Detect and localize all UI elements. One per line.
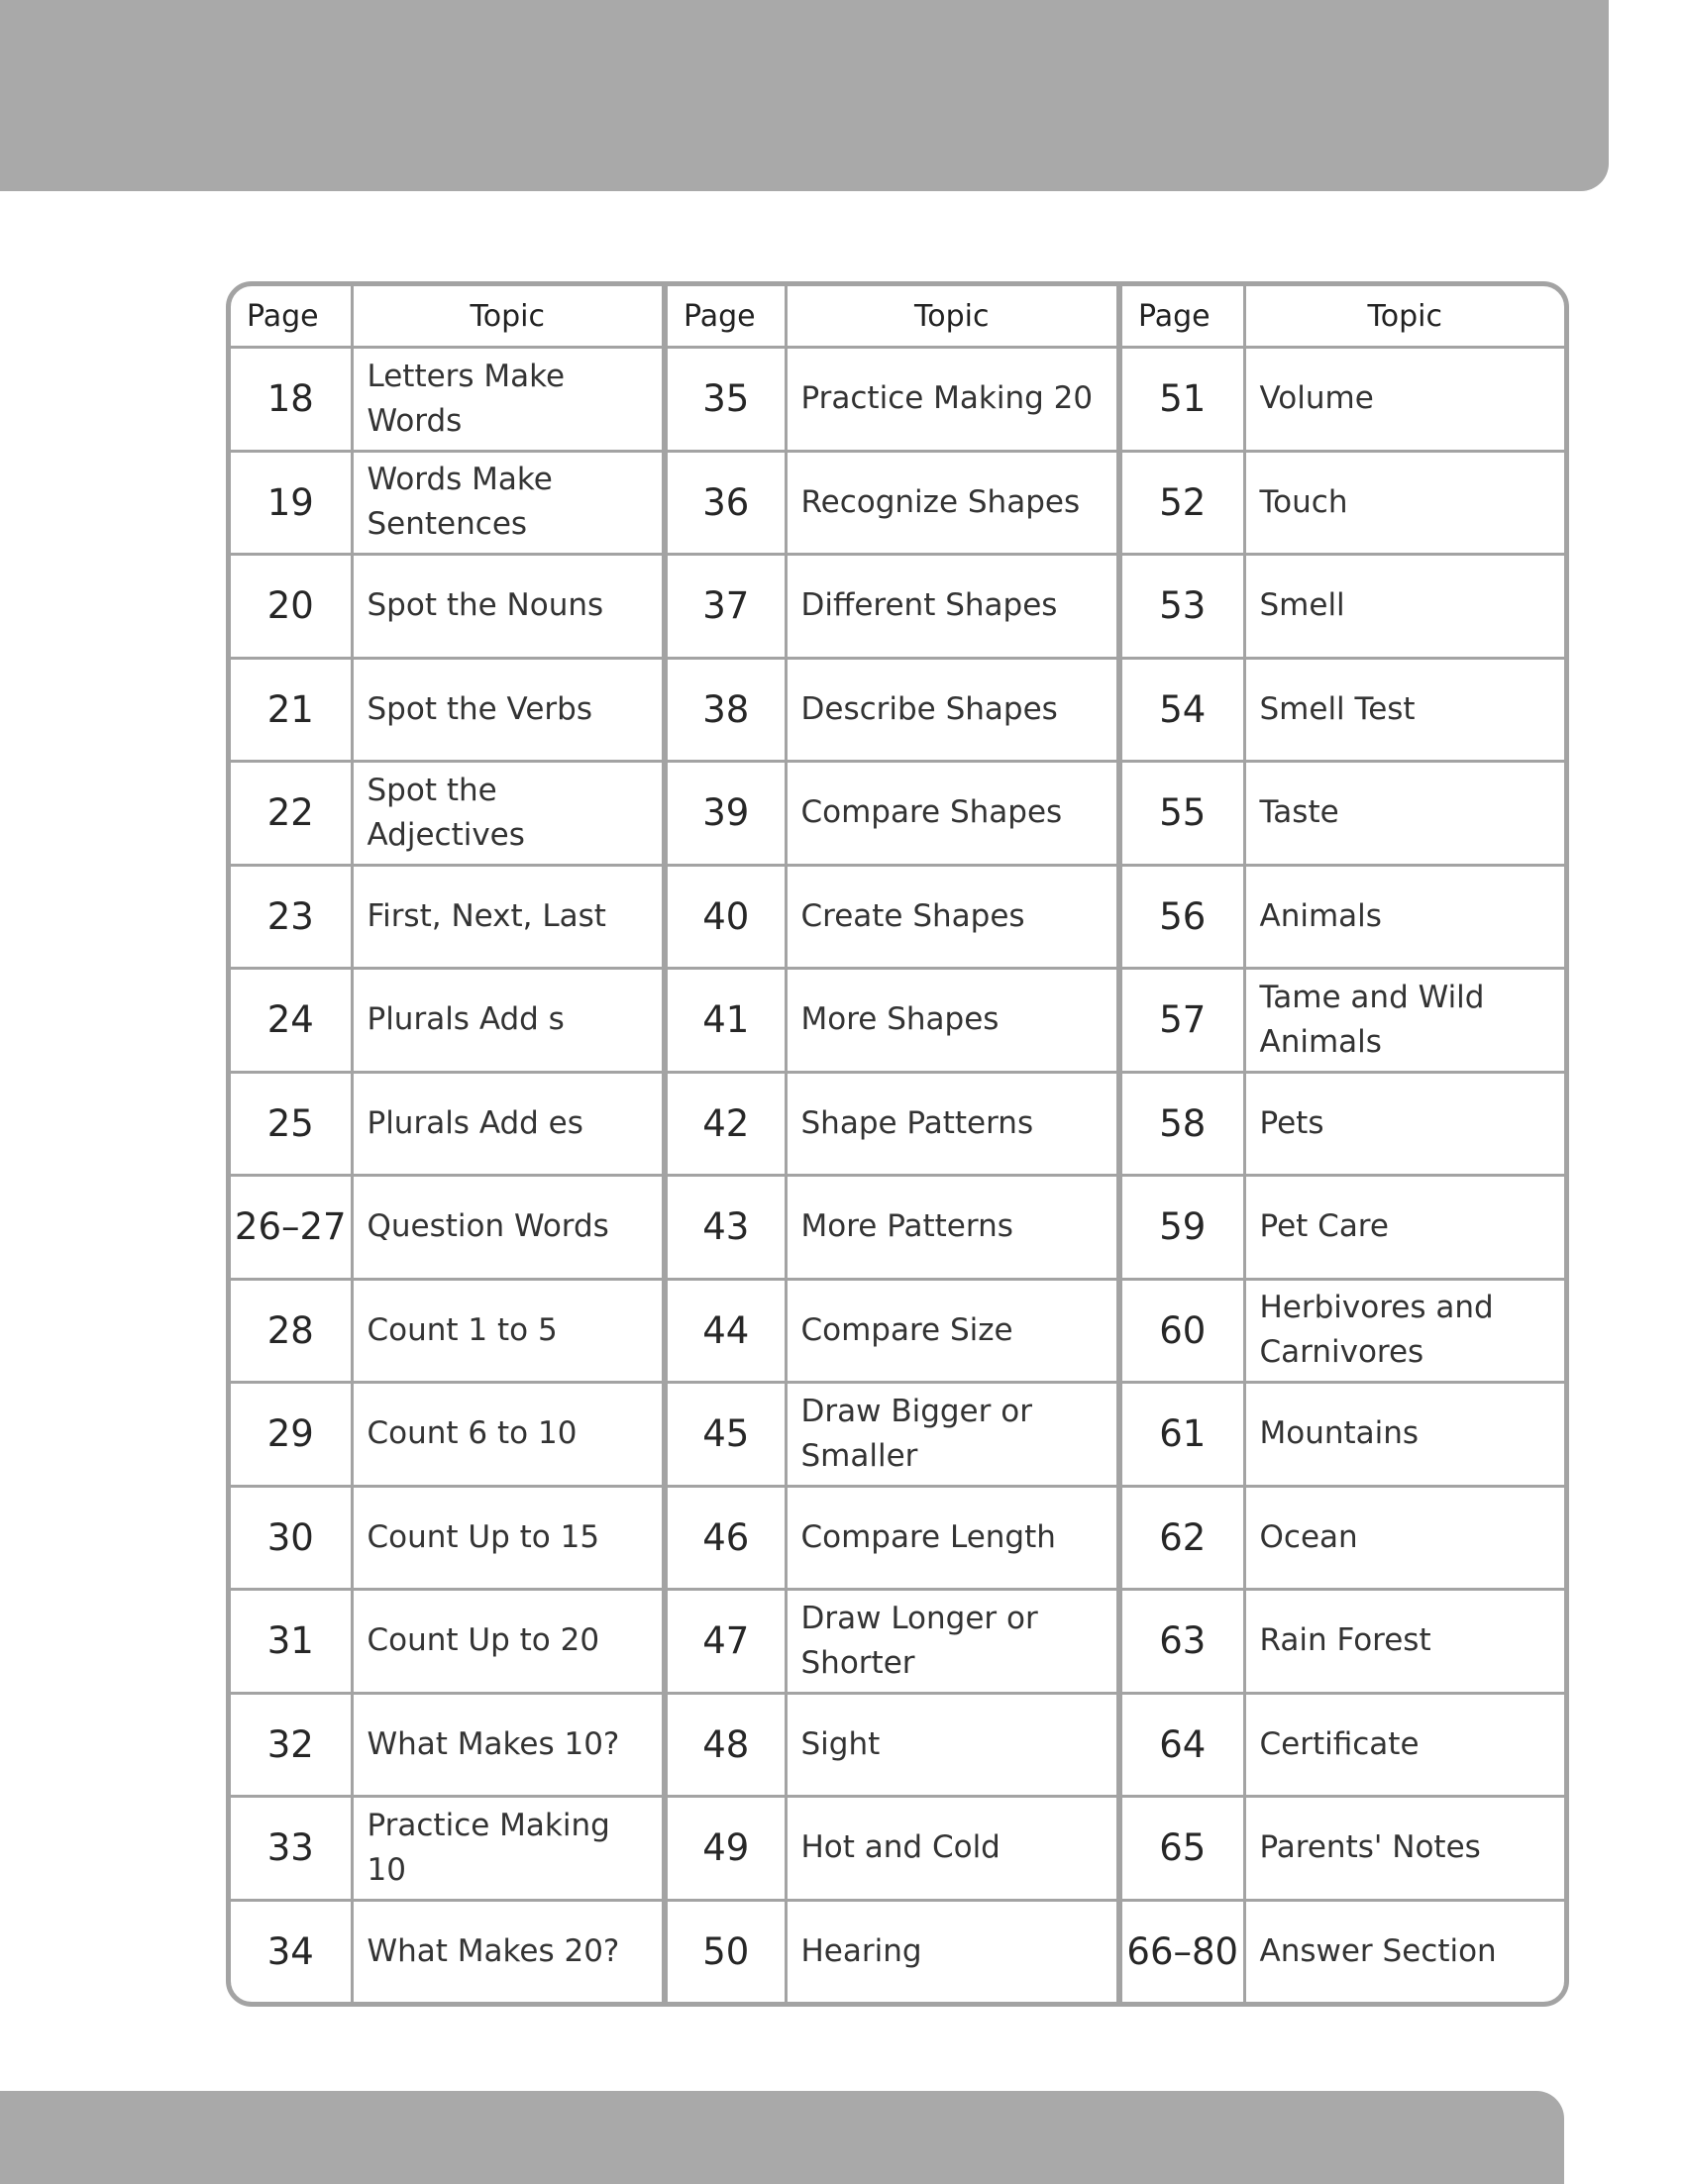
topic-title: Recognize Shapes: [786, 451, 1119, 555]
page-number: 28: [231, 1279, 352, 1383]
topic-title: Spot the Nouns: [352, 555, 665, 659]
topic-title: Volume: [1244, 348, 1564, 452]
page-number: 43: [665, 1176, 786, 1280]
topic-title: Question Words: [352, 1176, 665, 1280]
topic-title: Hot and Cold: [786, 1797, 1119, 1901]
topic-title: Count Up to 20: [352, 1590, 665, 1694]
top-banner: [0, 0, 1609, 191]
topic-title: Shape Patterns: [786, 1072, 1119, 1176]
topic-title: First, Next, Last: [352, 865, 665, 969]
topic-title: Pet Care: [1244, 1176, 1564, 1280]
page-column-header: Page: [1119, 286, 1244, 348]
bottom-banner: [0, 2091, 1564, 2184]
topic-title: Ocean: [1244, 1486, 1564, 1590]
topic-title: Compare Length: [786, 1486, 1119, 1590]
table-row: [231, 1486, 1564, 1590]
table-row: [231, 1590, 1564, 1694]
page-number: 61: [1119, 1383, 1244, 1487]
page-number: 51: [1119, 348, 1244, 452]
page-number: 41: [665, 969, 786, 1073]
table-row: [231, 969, 1564, 1073]
topic-title: Rain Forest: [1244, 1590, 1564, 1694]
topic-title: Tame and Wild Animals: [1244, 969, 1564, 1073]
topic-title: Plurals Add es: [352, 1072, 665, 1176]
page-number: 53: [1119, 555, 1244, 659]
topic-title: Spot the Verbs: [352, 658, 665, 762]
contents-body: [231, 348, 1564, 2003]
topic-title: What Makes 10?: [352, 1693, 665, 1797]
topic-title: Mountains: [1244, 1383, 1564, 1487]
topic-column-header: Topic: [352, 286, 665, 348]
page-number: 50: [665, 1900, 786, 2002]
table-row: [231, 348, 1564, 452]
page-number: 34: [231, 1900, 352, 2002]
page-number: 30: [231, 1486, 352, 1590]
page-number: 40: [665, 865, 786, 969]
topic-title: What Makes 20?: [352, 1900, 665, 2002]
page-number: 25: [231, 1072, 352, 1176]
table-row: [231, 1900, 1564, 2002]
page-number: 42: [665, 1072, 786, 1176]
table-of-contents: [226, 281, 1569, 2007]
page-number: 19: [231, 451, 352, 555]
topic-column-header: Topic: [1244, 286, 1564, 348]
table-row: [231, 1072, 1564, 1176]
topic-title: Plurals Add s: [352, 969, 665, 1073]
table-row: [231, 1693, 1564, 1797]
topic-title: Practice Making 20: [786, 348, 1119, 452]
contents-table: [231, 286, 1564, 2002]
topic-column-header: Topic: [786, 286, 1119, 348]
topic-title: Taste: [1244, 762, 1564, 866]
header-row: [231, 286, 1564, 348]
page-number: 26–27: [231, 1176, 352, 1280]
page-number: 52: [1119, 451, 1244, 555]
table-row: [231, 1176, 1564, 1280]
page-number: 18: [231, 348, 352, 452]
page-number: 62: [1119, 1486, 1244, 1590]
table-row: [231, 555, 1564, 659]
page-column-header: Page: [231, 286, 352, 348]
page-number: 22: [231, 762, 352, 866]
topic-title: Describe Shapes: [786, 658, 1119, 762]
page-number: 24: [231, 969, 352, 1073]
page-number: 57: [1119, 969, 1244, 1073]
page-number: 49: [665, 1797, 786, 1901]
topic-title: Words Make Sentences: [352, 451, 665, 555]
page-number: 54: [1119, 658, 1244, 762]
page-number: 35: [665, 348, 786, 452]
page-number: 64: [1119, 1693, 1244, 1797]
page-number: 66–80: [1119, 1900, 1244, 2002]
table-row: [231, 1279, 1564, 1383]
page-number: 46: [665, 1486, 786, 1590]
topic-title: Smell: [1244, 555, 1564, 659]
page-number: 37: [665, 555, 786, 659]
page-number: 20: [231, 555, 352, 659]
topic-title: Herbivores and Carnivores: [1244, 1279, 1564, 1383]
topic-title: Touch: [1244, 451, 1564, 555]
page-number: 23: [231, 865, 352, 969]
topic-title: Hearing: [786, 1900, 1119, 2002]
topic-title: Smell Test: [1244, 658, 1564, 762]
page-number: 48: [665, 1693, 786, 1797]
page-column-header: Page: [665, 286, 786, 348]
page-number: 56: [1119, 865, 1244, 969]
page-number: 36: [665, 451, 786, 555]
table-row: [231, 865, 1564, 969]
topic-title: Pets: [1244, 1072, 1564, 1176]
page-number: 33: [231, 1797, 352, 1901]
topic-title: Letters Make Words: [352, 348, 665, 452]
table-row: [231, 1383, 1564, 1487]
topic-title: More Shapes: [786, 969, 1119, 1073]
page-number: 59: [1119, 1176, 1244, 1280]
topic-title: Practice Making 10: [352, 1797, 665, 1901]
table-row: [231, 1797, 1564, 1901]
page-number: 29: [231, 1383, 352, 1487]
topic-title: Draw Longer or Shorter: [786, 1590, 1119, 1694]
topic-title: Answer Section: [1244, 1900, 1564, 2002]
topic-title: More Patterns: [786, 1176, 1119, 1280]
page-number: 63: [1119, 1590, 1244, 1694]
page-number: 31: [231, 1590, 352, 1694]
page-number: 38: [665, 658, 786, 762]
table-row: [231, 658, 1564, 762]
table-row: [231, 762, 1564, 866]
page-number: 47: [665, 1590, 786, 1694]
topic-title: Count 6 to 10: [352, 1383, 665, 1487]
topic-title: Parents' Notes: [1244, 1797, 1564, 1901]
topic-title: Certificate: [1244, 1693, 1564, 1797]
topic-title: Create Shapes: [786, 865, 1119, 969]
topic-title: Sight: [786, 1693, 1119, 1797]
table-row: [231, 451, 1564, 555]
page-number: 39: [665, 762, 786, 866]
page-number: 58: [1119, 1072, 1244, 1176]
topic-title: Compare Shapes: [786, 762, 1119, 866]
page-number: 65: [1119, 1797, 1244, 1901]
topic-title: Animals: [1244, 865, 1564, 969]
page-number: 44: [665, 1279, 786, 1383]
topic-title: Compare Size: [786, 1279, 1119, 1383]
topic-title: Count 1 to 5: [352, 1279, 665, 1383]
topic-title: Different Shapes: [786, 555, 1119, 659]
page-number: 32: [231, 1693, 352, 1797]
page-number: 21: [231, 658, 352, 762]
page-number: 60: [1119, 1279, 1244, 1383]
page-number: 55: [1119, 762, 1244, 866]
topic-title: Spot the Adjectives: [352, 762, 665, 866]
page-number: 45: [665, 1383, 786, 1487]
topic-title: Count Up to 15: [352, 1486, 665, 1590]
topic-title: Draw Bigger or Smaller: [786, 1383, 1119, 1487]
